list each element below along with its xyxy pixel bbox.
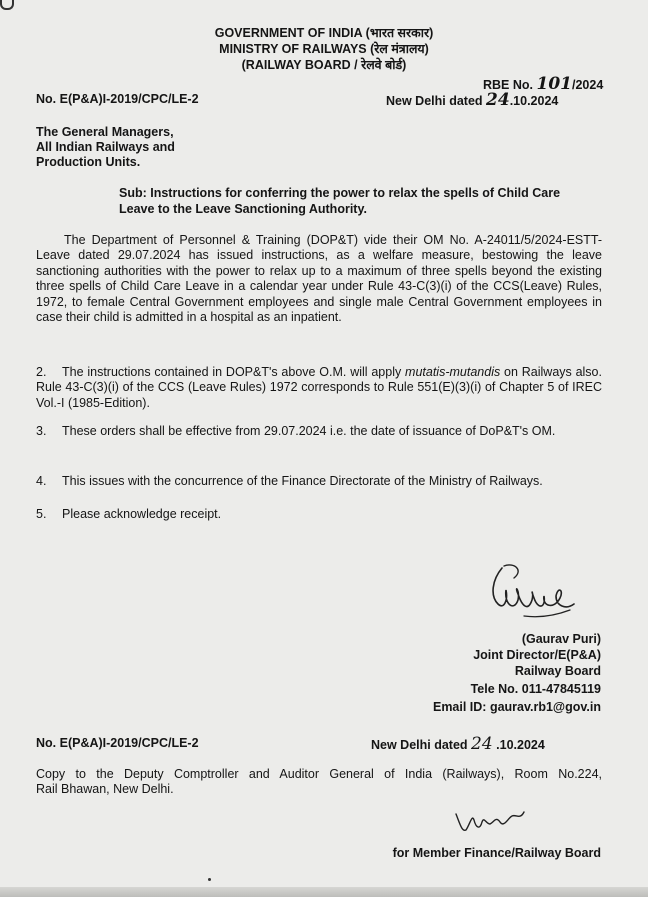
paragraph-5-text: Please acknowledge receipt. [62,507,222,521]
paragraph-3-text: These orders shall be effective from 29.07.2024 i.e. the date of issuance of DoP&T's OM. [62,424,556,438]
copy-date-line [371,734,545,754]
page-bottom-edge [0,887,648,897]
header-ministry: MINISTRY OF RAILWAYS (रेल मंत्रालय) [219,42,429,56]
paragraph-4 [36,474,602,489]
copy-date-prefix: New Delhi dated [371,738,472,752]
copy-file-number: No. E(P&A)I-2019/CPC/LE-2 [36,736,199,750]
paragraph-2-text-b: on Railways also. Rule 43-C(3)(i) of the CCS (Leave Rules) 1972 corresponds to Rule 551(E)(3)(i) of Chapter 5 of IREC Vol.-I (1985-Edition). [36,365,602,410]
paragraph-3-number: 3. [36,424,47,438]
paragraph-3 [36,424,602,439]
signature-image [484,560,580,626]
page-speck [208,878,211,881]
copy-to-line-2: Rail Bhawan, New Delhi. [36,782,174,796]
paragraph-1: The Department of Personnel & Training (DOP&T) vide their OM No. A-24011/5/2024-ESTT-Leave dated 29.07.2024 has issued instructions, as a welfare measure, bestowing the leave sanctioning authorities with the power to relax up to a maximum of three spells beyond the existing three spells of Child Care Leave in a calendar year under Rule 43-C(3)(i) of the CCS(Leave) Rules, 1972, to female Central Government employees and single male Central Government employees in case their child is admitted in a hospital as an inpatient. [36,233,602,325]
paragraph-2-number: 2. [36,365,47,379]
copy-to-line-1: Copy to the Deputy Comptroller and Auditor General of India (Railways), Room No.224, [36,767,602,781]
signatory-tele: Tele No. 011-47845119 [470,682,601,696]
paragraph-2-text-a: The instructions contained in DOP&T's above O.M. will apply [62,365,406,379]
footer-member-finance: for Member Finance/Railway Board [392,846,601,860]
signatory-email: Email ID: gaurav.rb1@gov.in [432,700,601,714]
signatory-name: (Gaurav Puri) [521,632,601,646]
rbe-handwritten-number: 101 [536,74,572,94]
initials-signature-image [452,800,532,840]
signatory-office: Railway Board [514,664,601,678]
header-government: GOVERNMENT OF INDIA (भारत सरकार) [214,26,434,40]
file-number: No. E(P&A)I-2019/CPC/LE-2 [36,92,199,106]
copy-date-suffix: .10.2024 [492,738,545,752]
date-handwritten-day: 24 [486,90,510,110]
paragraph-2 [36,365,602,411]
addressee-line-1: The General Managers, [36,125,174,139]
copy-date-handwritten-day: 24 [471,734,493,754]
paragraph-2-italic: mutatis-mutandis [405,365,501,379]
paragraph-4-number: 4. [36,474,47,488]
addressee-line-3: Production Units. [36,155,141,169]
date-prefix: New Delhi dated [386,94,487,108]
page-corner-mark [0,0,14,10]
paragraph-5 [36,507,602,522]
paragraph-5-number: 5. [36,507,47,521]
date-suffix: .10.2024 [509,94,559,108]
subject-line-1: Sub: Instructions for conferring the power to relax the spells of Child Care [119,186,561,200]
subject-line-2: Leave to the Leave Sanctioning Authority. [119,202,367,216]
rbe-suffix: /2024 [571,78,604,92]
rbe-prefix: RBE No. [483,78,537,92]
paragraph-4-text: This issues with the concurrence of the Finance Directorate of the Ministry of Railways. [62,474,543,488]
addressee-line-2: All Indian Railways and [36,140,175,154]
signatory-designation: Joint Director/E(P&A) [473,648,601,662]
header-board: (RAILWAY BOARD / रेलवे बोर्ड) [241,58,407,72]
date-line [386,90,558,110]
